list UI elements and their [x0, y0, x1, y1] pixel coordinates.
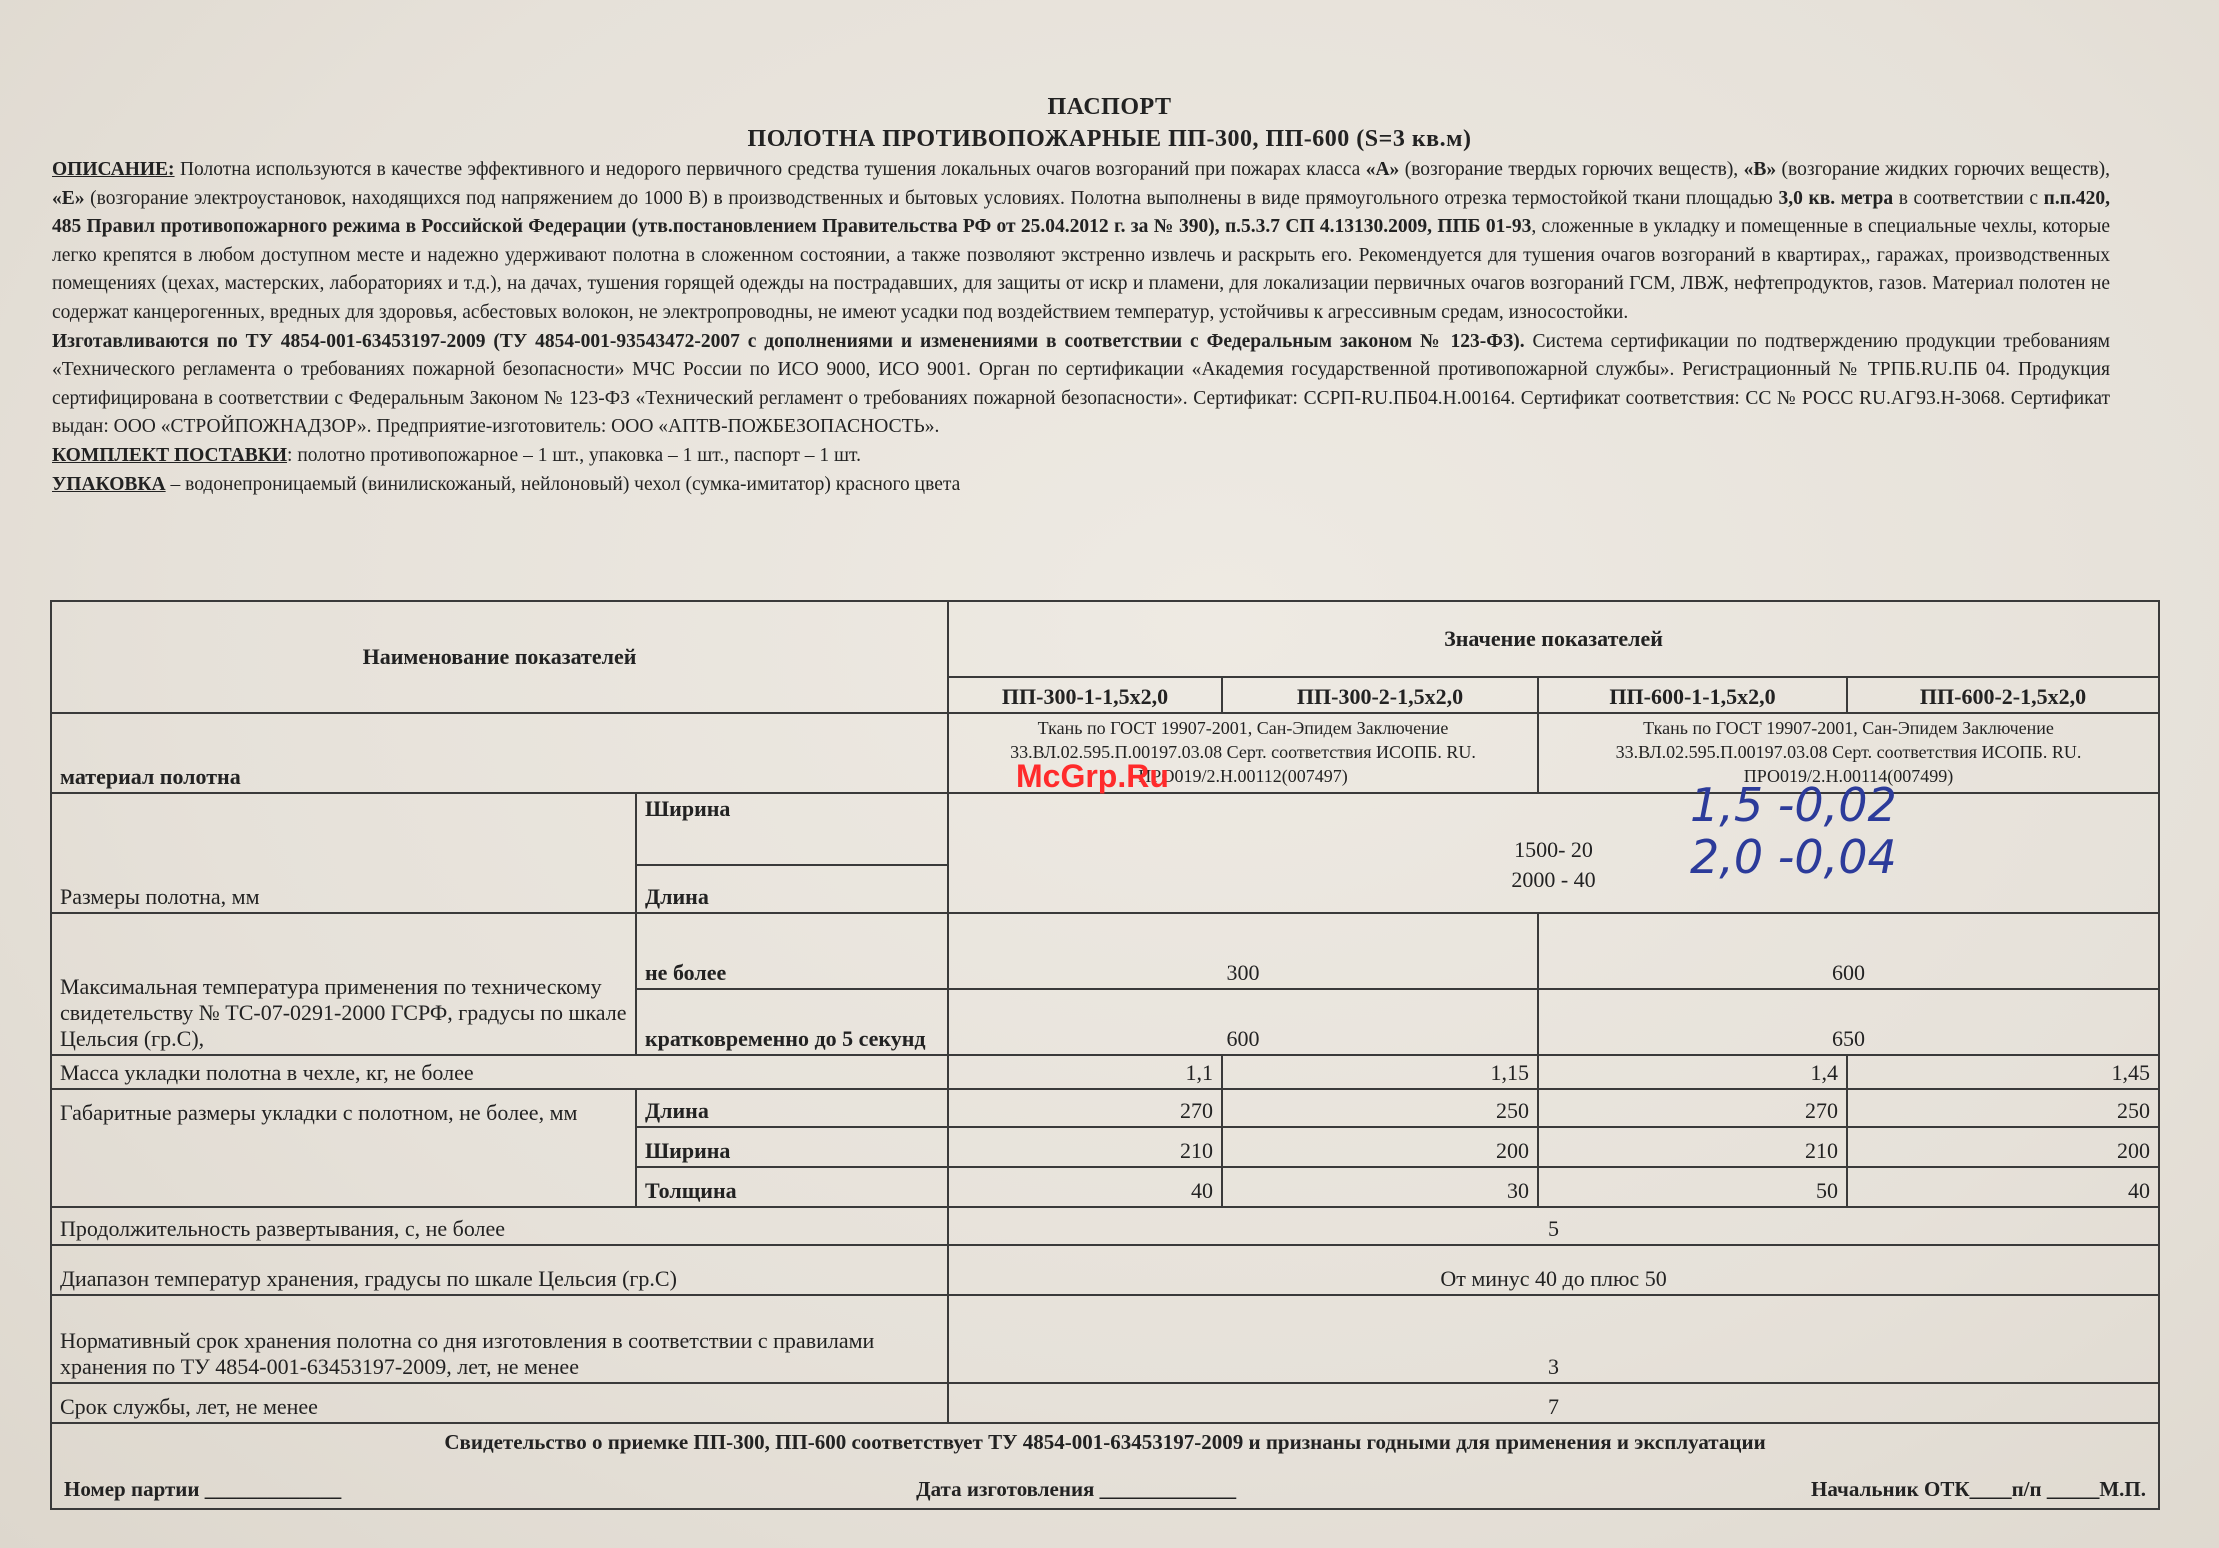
deploy-label: Продолжительность развертывания, с, не более [51, 1207, 948, 1245]
temp-max-row [51, 913, 2159, 989]
dim-thick-1: 40 [948, 1167, 1222, 1207]
acceptance-row [51, 1423, 2159, 1509]
specs-table [50, 600, 2160, 1510]
acceptance-cell [51, 1423, 2159, 1509]
dim-width-label: Ширина [636, 1127, 948, 1167]
storage-temp-row [51, 1245, 2159, 1295]
kit-paragraph: КОМПЛЕКТ ПОСТАВКИ: полотно противопожарное – 1 шт., упаковка – 1 шт., паспорт – 1 шт. [52, 444, 861, 466]
dim-thick-2: 30 [1222, 1167, 1538, 1207]
packing-paragraph: УПАКОВКА – водонепроницаемый (винилискожаный, нейлоновый) чехол (сумка-имитатор) красного цвета [52, 473, 961, 495]
model-3: ПП-600-1-1,5х2,0 [1538, 677, 1847, 713]
life-value: 7 [948, 1383, 2159, 1423]
shelf-label: Нормативный срок хранения полотна со дня изготовления в соответствии с правилами хранения по ТУ 4854-001-63453197-2009, лет, не менее [51, 1295, 948, 1383]
dim-thick-label: Толщина [636, 1167, 948, 1207]
temp-max-300: 300 [948, 913, 1538, 989]
temp-max-600: 600 [1538, 913, 2159, 989]
mass-1: 1,1 [948, 1055, 1222, 1089]
size-label: Размеры полотна, мм [51, 793, 636, 913]
dim-width-1: 210 [948, 1127, 1222, 1167]
temp-short-600: 650 [1538, 989, 2159, 1055]
table-header-row [51, 601, 2159, 677]
length-label: Длина [636, 865, 948, 913]
temp-short-300: 600 [948, 989, 1538, 1055]
document-title: ПАСПОРТ [1047, 94, 1172, 120]
watermark-text: McGrp.Ru [1016, 758, 1169, 794]
document-subtitle: ПОЛОТНА ПРОТИВОПОЖАРНЫЕ ПП-300, ПП-600 (S=3 кв.м) [747, 126, 1472, 152]
material-label: материал полотна [51, 713, 948, 793]
dim-length-label: Длина [636, 1089, 948, 1127]
description-block [52, 156, 2110, 499]
width-label: Ширина [636, 793, 948, 865]
life-label: Срок службы, лет, не менее [51, 1383, 948, 1423]
otk-signature: Начальник ОТК____п/п _____М.П. [1811, 1477, 2147, 1501]
dim-thick-4: 40 [1847, 1167, 2159, 1207]
batch-number: Номер партии _____________ [64, 1477, 342, 1501]
manufacture-paragraph: Изготавливаются по ТУ 4854-001-63453197-2009 (ТУ 4854-001-93543472-2007 с дополнениями и изменениями в соответствии с Федеральным законом № 123-ФЗ). Система сертификации по подтверждению продукции требованиям «Технического регламента о требованиях пожарной безопасности» МЧС России по ИСО 9000, ИСО 9001. Орган по сертификации «Академия государственной противопожарной службы». Регистрационный № ТРПБ.RU.ПБ 04. Продукция сертифицирована в соответствии с Федеральным Законом № 123-ФЗ «Технический регламент о требованиях пожарной безопасности». Сертификат: ССРП-RU.ПБ04.Н.00164. Сертификат соответствия: СС № РОСС RU.АГ93.Н-3068. Сертификат выдан: ООО «СТРОЙПОЖНАДЗОР». Предприятие-изготовитель: ООО «АПТВ-ПОЖБЕЗОПАСНОСТЬ». [52, 330, 2111, 438]
mass-3: 1,4 [1538, 1055, 1847, 1089]
temp-short-label: кратковременно до 5 секунд [636, 989, 948, 1055]
signature-row [64, 1477, 2146, 1502]
model-4: ПП-600-2-1,5х2,0 [1847, 677, 2159, 713]
header-name: Наименование показателей [51, 601, 948, 713]
dim-length-1: 270 [948, 1089, 1222, 1127]
temp-label: Максимальная температура применения по техническому свидетельству № ТС-07-0291-2000 ГСРФ, градусы по шкале Цельсия (гр.С), [51, 913, 636, 1055]
dim-thick-3: 50 [1538, 1167, 1847, 1207]
packing-label: УПАКОВКА [52, 473, 166, 495]
storage-temp-value: От минус 40 до плюс 50 [948, 1245, 2159, 1295]
shelf-row [51, 1295, 2159, 1383]
description-paragraph: ОПИСАНИЕ: Полотна используются в качестве эффективного и недорого первичного средства тушения локальных очагов возгораний при пожарах класса «А» (возгорание твердых горючих веществ), «В» (возгорание жидких горючих веществ), «Е» (возгорание электроустановок, находящихся под напряжением до 1000 В) в производственных и бытовых условиях. Полотна выполнены в виде прямоугольного отрезка термостойкой ткани площадью 3,0 кв. метра в соответствии с п.п.420, 485 Правил противопожарного режима в Российской Федерации (утв.постановлением Правительства РФ от 25.04.2012 г. за № 390), п.5.3.7 СП 4.13130.2009, ППБ 01-93, сложенные в укладку и помещенные в специальные чехлы, которые легко крепятся в любом доступном месте и надежно удерживают полотна в сложенном состоянии, а также позволяют экстренно извлечь и раскрыть его. Рекомендуется для тушения очагов возгораний в квартирах,, гаражах, производственных помещениях (цехах, мастерских, лабораториях и т.д.), на дачах, тушения горящей одежды на пострадавших, для защиты от искр и пламени, для локализации первичных очагов возгораний ГСМ, ЛВЖ, нефтепродуктов, газов. Материал полотен не содержат канцерогенных, вредных для здоровья, асбестовых волокон, не электропроводны, не имеют усадки под воздействием температур, устойчивы к агрессивным средам, износостойки. [52, 159, 2111, 323]
dim-width-2: 200 [1222, 1127, 1538, 1167]
shelf-value: 3 [948, 1295, 2159, 1383]
width-value: 1500- 20 [948, 793, 2159, 865]
kit-label: КОМПЛЕКТ ПОСТАВКИ [52, 444, 288, 466]
model-2: ПП-300-2-1,5х2,0 [1222, 677, 1538, 713]
mass-4: 1,45 [1847, 1055, 2159, 1089]
mass-row [51, 1055, 2159, 1089]
dim-width-3: 210 [1538, 1127, 1847, 1167]
mass-label: Масса укладки полотна в чехле, кг, не более [51, 1055, 948, 1089]
cert-300: Ткань по ГОСТ 19907-2001, Сан-Эпидем Заключение 33.ВЛ.02.595.П.00197.03.08 Серт. соответствия ИСОПБ. RU. ПРО019/2.Н.00112(007497) [948, 713, 1538, 793]
model-1: ПП-300-1-1,5х2,0 [948, 677, 1222, 713]
dim-length-row [51, 1089, 2159, 1127]
header-values: Значение показателей [948, 601, 2159, 677]
dim-length-3: 270 [1538, 1089, 1847, 1127]
dim-length-2: 250 [1222, 1089, 1538, 1127]
handwritten-length: 2,0 -0,04 [1690, 830, 1897, 884]
length-value: 2000 - 40 [948, 865, 2159, 913]
deploy-row [51, 1207, 2159, 1245]
dim-width-4: 200 [1847, 1127, 2159, 1167]
cert-600: Ткань по ГОСТ 19907-2001, Сан-Эпидем Заключение 33.ВЛ.02.595.П.00197.03.08 Серт. соответствия ИСОПБ. RU. ПРО019/2.Н.00114(007499) [1538, 713, 2159, 793]
description-label: ОПИСАНИЕ: [52, 159, 175, 180]
dims-label: Габаритные размеры укладки с полотном, не более, мм [51, 1089, 636, 1207]
manufacture-date: Дата изготовления _____________ [916, 1477, 1237, 1501]
acceptance-text: Свидетельство о приемке ПП-300, ПП-600 соответствует ТУ 4854-001-63453197-2009 и признаны годными для применения и эксплуатации [444, 1430, 1766, 1454]
dim-length-4: 250 [1847, 1089, 2159, 1127]
storage-temp-label: Диапазон температур хранения, градусы по шкале Цельсия (гр.С) [51, 1245, 948, 1295]
temp-max-label: не более [636, 913, 948, 989]
deploy-value: 5 [948, 1207, 2159, 1245]
life-row [51, 1383, 2159, 1423]
mass-2: 1,15 [1222, 1055, 1538, 1089]
handwritten-width: 1,5 -0,02 [1690, 778, 1897, 832]
